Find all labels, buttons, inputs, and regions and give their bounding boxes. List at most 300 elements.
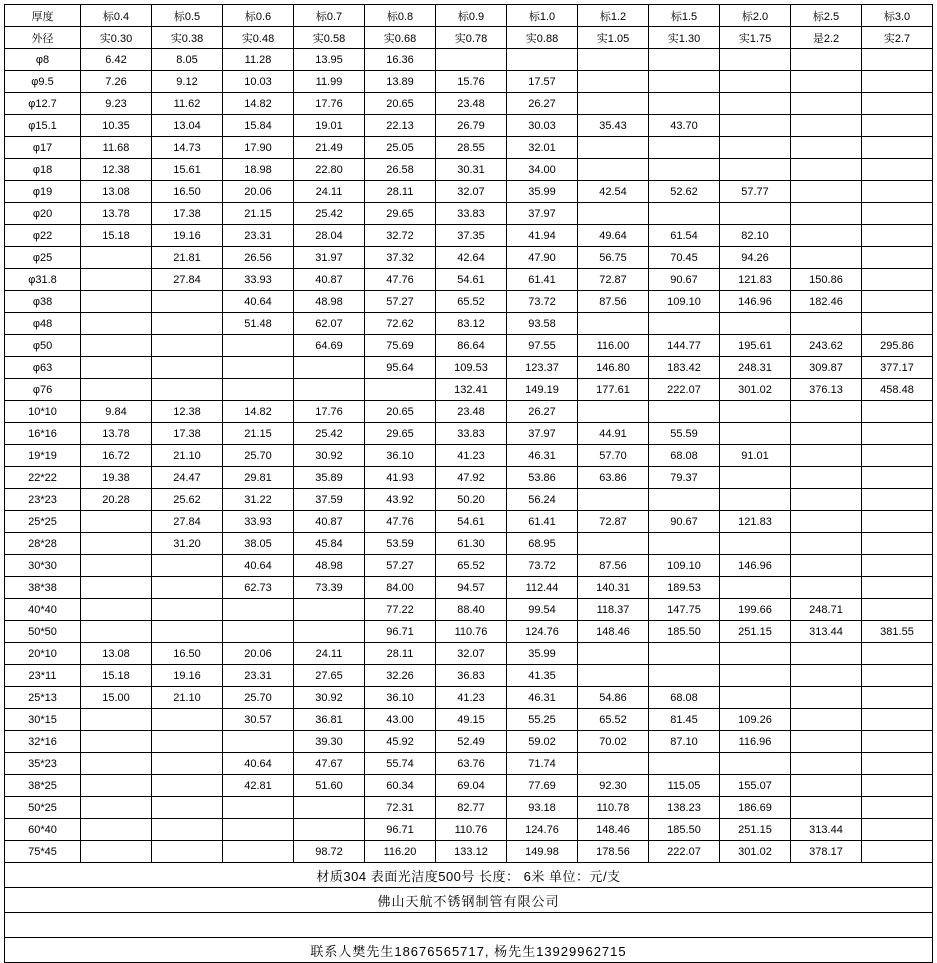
price-cell: 19.16 [152,225,223,247]
price-cell: 30.57 [223,709,294,731]
price-cell [862,291,933,313]
table-row [5,49,933,71]
price-cell [862,599,933,621]
price-cell: 378.17 [791,841,862,863]
price-cell [152,775,223,797]
column-subheader-outer-diameter: 外径 [5,27,81,49]
price-cell: 12.38 [152,401,223,423]
price-cell: 24.11 [294,181,365,203]
row-header-size: 50*50 [5,621,81,643]
column-header: 标1.2 [578,5,649,27]
price-cell [720,203,791,225]
price-cell [81,555,152,577]
price-cell: 91.01 [720,445,791,467]
price-cell: 40.64 [223,555,294,577]
price-cell [294,379,365,401]
price-cell [152,335,223,357]
price-cell: 21.15 [223,423,294,445]
footer-note: 佛山天航不锈钢制管有限公司 [5,888,933,913]
price-cell: 14.82 [223,401,294,423]
price-cell: 75.69 [365,335,436,357]
row-header-size: φ12.7 [5,93,81,115]
price-cell: 33.83 [436,203,507,225]
row-header-size: φ19 [5,181,81,203]
price-cell [862,93,933,115]
price-cell: 51.60 [294,775,365,797]
row-header-size: φ38 [5,291,81,313]
price-cell: 115.05 [649,775,720,797]
price-cell [720,93,791,115]
price-cell: 54.61 [436,511,507,533]
price-cell: 35.99 [507,181,578,203]
price-cell [862,819,933,841]
table-row [5,731,933,753]
price-cell [862,577,933,599]
price-cell: 148.46 [578,621,649,643]
price-cell: 199.66 [720,599,791,621]
price-cell [81,709,152,731]
price-cell [791,181,862,203]
price-cell: 28.11 [365,643,436,665]
price-cell: 140.31 [578,577,649,599]
price-cell: 14.73 [152,137,223,159]
price-cell: 45.92 [365,731,436,753]
price-cell [720,577,791,599]
price-cell: 124.76 [507,819,578,841]
price-cell: 23.31 [223,665,294,687]
row-header-size: 10*10 [5,401,81,423]
row-header-size: 20*10 [5,643,81,665]
price-cell [223,731,294,753]
price-cell: 16.36 [365,49,436,71]
price-cell: 16.50 [152,643,223,665]
price-cell [791,665,862,687]
price-cell: 98.72 [294,841,365,863]
row-header-size: φ17 [5,137,81,159]
price-cell [223,599,294,621]
price-cell: 62.07 [294,313,365,335]
price-cell: 47.67 [294,753,365,775]
price-cell: 9.23 [81,93,152,115]
price-cell: 116.20 [365,841,436,863]
price-cell: 61.41 [507,511,578,533]
price-cell [152,379,223,401]
price-cell: 28.11 [365,181,436,203]
price-cell [223,841,294,863]
price-cell: 13.78 [81,423,152,445]
price-cell [649,665,720,687]
price-cell: 77.22 [365,599,436,621]
price-cell: 43.92 [365,489,436,511]
price-cell: 222.07 [649,379,720,401]
price-cell: 25.62 [152,489,223,511]
table-row [5,841,933,863]
price-cell [791,555,862,577]
price-cell: 72.62 [365,313,436,335]
price-cell [862,687,933,709]
price-cell: 68.08 [649,445,720,467]
price-cell: 15.84 [223,115,294,137]
table-row [5,357,933,379]
price-cell [223,797,294,819]
column-subheader: 实0.38 [152,27,223,49]
price-cell [720,533,791,555]
price-cell: 243.62 [791,335,862,357]
price-cell: 20.06 [223,181,294,203]
price-cell: 42.54 [578,181,649,203]
price-cell: 21.49 [294,137,365,159]
price-cell: 32.07 [436,181,507,203]
row-header-size: 19*19 [5,445,81,467]
price-cell: 41.23 [436,445,507,467]
price-cell [223,621,294,643]
price-cell [578,71,649,93]
price-cell [791,489,862,511]
price-cell: 32.26 [365,665,436,687]
price-cell: 13.89 [365,71,436,93]
price-cell [152,841,223,863]
price-cell: 148.46 [578,819,649,841]
price-cell: 37.32 [365,247,436,269]
price-cell: 458.48 [862,379,933,401]
price-cell [649,137,720,159]
price-cell: 42.64 [436,247,507,269]
price-cell [578,313,649,335]
price-cell [862,115,933,137]
price-cell [862,49,933,71]
price-cell [649,159,720,181]
price-cell [649,533,720,555]
price-cell: 109.26 [720,709,791,731]
price-cell [649,753,720,775]
price-cell [791,137,862,159]
table-row [5,665,933,687]
price-cell [791,159,862,181]
price-cell [791,775,862,797]
price-cell: 21.15 [223,203,294,225]
price-cell: 186.69 [720,797,791,819]
price-cell [720,753,791,775]
table-row [5,555,933,577]
price-cell: 87.56 [578,555,649,577]
price-cell: 95.64 [365,357,436,379]
price-cell [81,819,152,841]
price-cell: 149.19 [507,379,578,401]
price-cell: 185.50 [649,819,720,841]
footer-row [5,863,933,888]
price-cell [578,401,649,423]
price-cell: 97.55 [507,335,578,357]
price-cell [720,687,791,709]
price-cell: 96.71 [365,819,436,841]
price-cell [649,203,720,225]
price-cell: 24.11 [294,643,365,665]
footer-row [5,913,933,938]
price-cell [862,137,933,159]
price-cell: 123.37 [507,357,578,379]
price-cell: 90.67 [649,511,720,533]
price-cell: 183.42 [649,357,720,379]
column-subheader: 实0.88 [507,27,578,49]
price-cell [649,93,720,115]
price-cell: 33.93 [223,511,294,533]
price-cell: 84.00 [365,577,436,599]
column-subheader: 实0.58 [294,27,365,49]
table-row [5,93,933,115]
price-cell: 13.95 [294,49,365,71]
row-header-size: 32*16 [5,731,81,753]
price-cell [862,533,933,555]
price-cell: 147.75 [649,599,720,621]
price-cell [862,401,933,423]
price-cell: 31.22 [223,489,294,511]
table-header-row [5,5,933,27]
price-cell: 15.00 [81,687,152,709]
price-cell: 295.86 [862,335,933,357]
row-header-size: φ31.8 [5,269,81,291]
price-cell: 11.62 [152,93,223,115]
price-cell [791,445,862,467]
table-row [5,401,933,423]
price-cell: 23.48 [436,93,507,115]
price-cell: 87.56 [578,291,649,313]
price-cell: 124.76 [507,621,578,643]
price-cell [791,93,862,115]
price-cell [223,357,294,379]
price-cell: 79.37 [649,467,720,489]
row-header-size: φ48 [5,313,81,335]
row-header-size: 38*25 [5,775,81,797]
price-cell: 36.83 [436,665,507,687]
table-row [5,423,933,445]
price-cell: 116.00 [578,335,649,357]
table-row [5,489,933,511]
price-cell: 90.67 [649,269,720,291]
price-cell [862,225,933,247]
price-cell: 42.81 [223,775,294,797]
price-cell [862,753,933,775]
price-cell [791,49,862,71]
price-cell: 146.80 [578,357,649,379]
table-row [5,467,933,489]
column-header: 标0.9 [436,5,507,27]
column-header: 标0.7 [294,5,365,27]
price-cell: 150.86 [791,269,862,291]
column-subheader: 是2.2 [791,27,862,49]
price-cell: 27.84 [152,511,223,533]
price-cell [152,819,223,841]
price-cell: 17.76 [294,401,365,423]
price-cell [791,203,862,225]
column-subheader: 实0.48 [223,27,294,49]
price-cell: 17.76 [294,93,365,115]
price-cell: 185.50 [649,621,720,643]
price-cell [152,621,223,643]
price-cell [578,159,649,181]
price-cell: 45.84 [294,533,365,555]
table-subheader-row [5,27,933,49]
price-cell [152,731,223,753]
price-cell: 14.82 [223,93,294,115]
price-cell [649,313,720,335]
table-row [5,181,933,203]
price-cell: 82.10 [720,225,791,247]
price-cell: 25.42 [294,203,365,225]
column-header: 标1.5 [649,5,720,27]
column-header: 标0.6 [223,5,294,27]
price-cell [720,467,791,489]
price-cell: 29.65 [365,203,436,225]
price-cell: 57.77 [720,181,791,203]
row-header-size: 30*30 [5,555,81,577]
price-cell: 20.28 [81,489,152,511]
price-cell: 47.76 [365,269,436,291]
price-cell [81,379,152,401]
price-cell: 17.38 [152,423,223,445]
price-cell: 138.23 [649,797,720,819]
price-cell: 63.76 [436,753,507,775]
price-cell [862,511,933,533]
price-cell: 23.48 [436,401,507,423]
price-cell: 37.97 [507,423,578,445]
price-cell [862,445,933,467]
column-header-thickness: 厚度 [5,5,81,27]
price-cell: 94.26 [720,247,791,269]
price-cell [862,731,933,753]
price-cell: 55.25 [507,709,578,731]
price-cell: 40.64 [223,753,294,775]
price-cell: 301.02 [720,841,791,863]
price-cell [862,797,933,819]
footer-note [5,913,933,938]
price-cell: 19.38 [81,467,152,489]
table-row [5,335,933,357]
price-cell [81,291,152,313]
price-cell [862,709,933,731]
price-cell: 30.31 [436,159,507,181]
price-cell [649,401,720,423]
price-cell: 121.83 [720,269,791,291]
row-header-size: 75*45 [5,841,81,863]
table-row [5,269,933,291]
row-header-size: φ25 [5,247,81,269]
price-cell: 13.08 [81,643,152,665]
price-cell: 49.15 [436,709,507,731]
price-cell [152,291,223,313]
price-cell [791,423,862,445]
price-cell [649,489,720,511]
price-cell: 82.77 [436,797,507,819]
price-cell [578,93,649,115]
price-cell: 110.76 [436,621,507,643]
price-cell [81,269,152,291]
price-cell: 30.03 [507,115,578,137]
price-cell: 28.04 [294,225,365,247]
price-cell [791,401,862,423]
row-header-size: 22*22 [5,467,81,489]
price-cell [436,49,507,71]
price-cell [223,819,294,841]
price-cell: 37.97 [507,203,578,225]
price-cell: 41.93 [365,467,436,489]
price-cell [152,555,223,577]
table-row [5,159,933,181]
price-cell: 222.07 [649,841,720,863]
price-cell: 309.87 [791,357,862,379]
table-row [5,225,933,247]
price-cell: 33.83 [436,423,507,445]
price-cell: 55.59 [649,423,720,445]
column-header: 标0.4 [81,5,152,27]
price-cell: 48.98 [294,291,365,313]
price-cell: 54.86 [578,687,649,709]
row-header-size: 16*16 [5,423,81,445]
price-cell [81,577,152,599]
table-row [5,599,933,621]
footer-row [5,888,933,913]
price-cell: 32.07 [436,643,507,665]
table-row [5,621,933,643]
column-header: 标3.0 [862,5,933,27]
price-cell: 17.57 [507,71,578,93]
price-cell: 47.90 [507,247,578,269]
column-subheader: 实1.30 [649,27,720,49]
row-header-size: φ76 [5,379,81,401]
price-cell [152,577,223,599]
price-cell: 32.72 [365,225,436,247]
price-cell: 15.76 [436,71,507,93]
price-cell: 35.99 [507,643,578,665]
price-cell [720,665,791,687]
price-cell [791,247,862,269]
price-cell: 26.27 [507,401,578,423]
price-cell [862,159,933,181]
price-cell: 37.59 [294,489,365,511]
table-row [5,379,933,401]
price-cell: 377.17 [862,357,933,379]
price-cell: 11.28 [223,49,294,71]
price-cell [791,797,862,819]
price-cell [720,489,791,511]
price-cell [862,467,933,489]
table-row [5,533,933,555]
price-cell: 57.27 [365,555,436,577]
footer-note: 材质304 表面光洁度500号 长度： 6米 单位：元/支 [5,863,933,888]
price-cell: 21.10 [152,687,223,709]
price-cell: 32.01 [507,137,578,159]
row-header-size: φ50 [5,335,81,357]
price-cell [294,819,365,841]
price-cell [791,753,862,775]
price-cell [223,335,294,357]
price-cell: 86.64 [436,335,507,357]
price-cell: 60.34 [365,775,436,797]
price-cell [791,533,862,555]
table-row [5,313,933,335]
price-cell: 40.87 [294,269,365,291]
price-cell: 116.96 [720,731,791,753]
column-subheader: 实0.68 [365,27,436,49]
price-cell: 38.05 [223,533,294,555]
price-cell: 109.53 [436,357,507,379]
price-cell: 72.31 [365,797,436,819]
price-cell: 16.72 [81,445,152,467]
row-header-size: 60*40 [5,819,81,841]
price-cell: 23.31 [223,225,294,247]
price-cell: 36.10 [365,687,436,709]
price-cell: 53.86 [507,467,578,489]
price-cell: 118.37 [578,599,649,621]
